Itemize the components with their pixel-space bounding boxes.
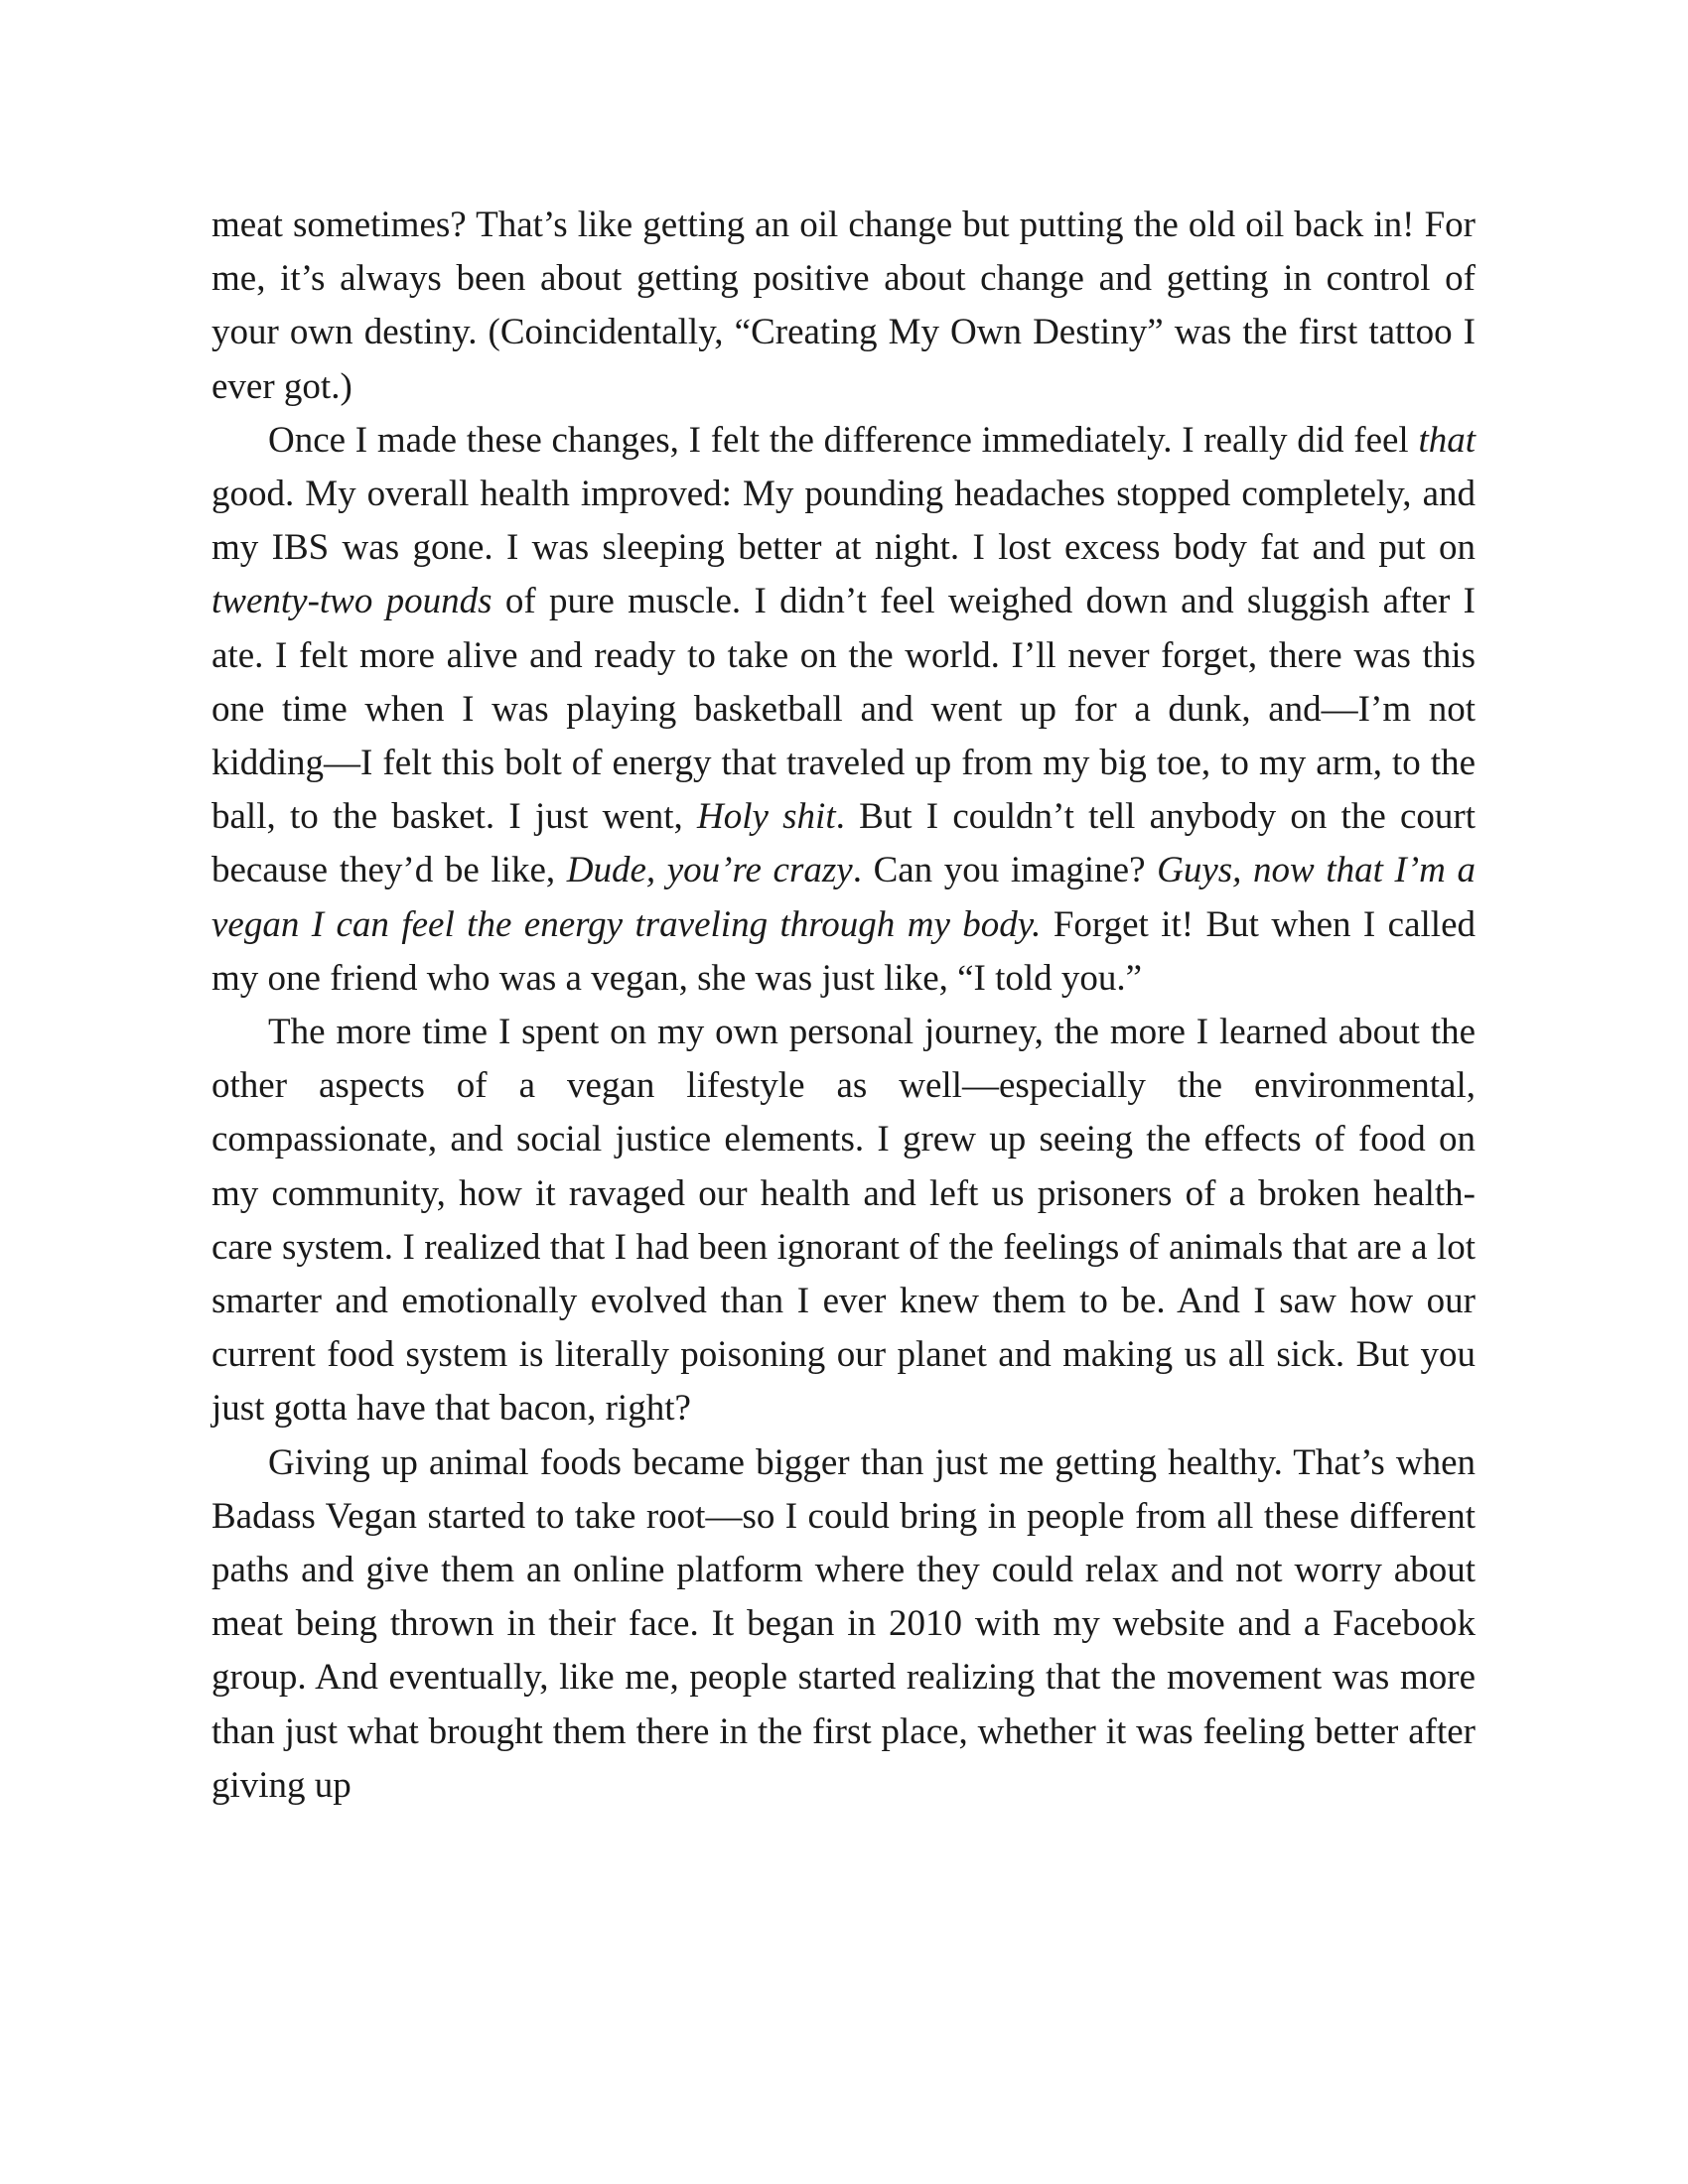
paragraph [211,1436,1476,1813]
paragraph-text: . But I couldn’t tell anybody on the court because they’d be like, [211,796,1476,891]
italic-text: that [1418,419,1476,461]
paragraph-text: good. My overall health improved: My pounding headaches stopped completely, and my IBS was gone. I was sleeping better at night. I lost excess body fat and put on [211,474,1476,569]
paragraph-text: Forget it! But when I called my one friend who was a vegan, she was just like, “I told you.” [211,903,1476,999]
paragraph-text: . Can you imagine? [852,850,1158,891]
paragraph [211,199,1476,414]
paragraph-text: meat sometimes? That’s like getting an oil change but putting the old oil back in! For me, it’s always been about getting positive about change and getting in control of your own destiny. (Coincidentally, “Creating My Own Destiny” was the first tattoo I ever got.) [211,205,1476,407]
paragraph-text: Once I made these changes, I felt the difference immediately. I really did feel [268,419,1419,461]
paragraph-text: of pure muscle. I didn’t feel weighed down and sluggish after I ate. I felt more alive and ready to take on the world. I’ll never forget, there was this one time when I was playing basketball and went up for a dunk, and—I’m not kidding—I felt this bolt of energy that traveled up from my big toe, to my arm, to the ball, to the basket. I just went, [211,581,1477,838]
italic-text: twenty-two pounds [211,581,492,622]
italic-text: Dude, you’re crazy [566,850,853,891]
italic-text: Holy shit [697,796,836,838]
italic-text: Guys, now that I’m a vegan I can feel the energy traveling through my body. [211,850,1476,945]
paragraph-text: The more time I spent on my own personal journey, the more I learned about the other aspects of a vegan lifestyle as well—especially the environmental, compassionate, and social justice elements. I grew up seeing the effects of food on my community, how it ravaged our health and left us prisoners of a broken health-care system. I realized that I had been ignorant of the feelings of animals that are a lot smarter and emotionally evolved than I ever knew them to be. And I saw how our current food system is literally poisoning our planet and making us all sick. But you just gotta have that bacon, right? [211,1012,1476,1430]
paragraph [211,1006,1476,1436]
page-body [211,199,1476,1813]
paragraph-text: Giving up animal foods became bigger than just me getting healthy. That’s when Badass Vegan started to take root—so I could bring in people from all these different paths and give them an online platform where they could relax and not worry about meat being thrown in their face. It began in 2010 with my website and a Facebook group. And eventually, like me, people started realizing that the movement was more than just what brought them there in the first place, whether it was feeling better after giving up [211,1441,1476,1806]
paragraph [211,414,1476,1006]
